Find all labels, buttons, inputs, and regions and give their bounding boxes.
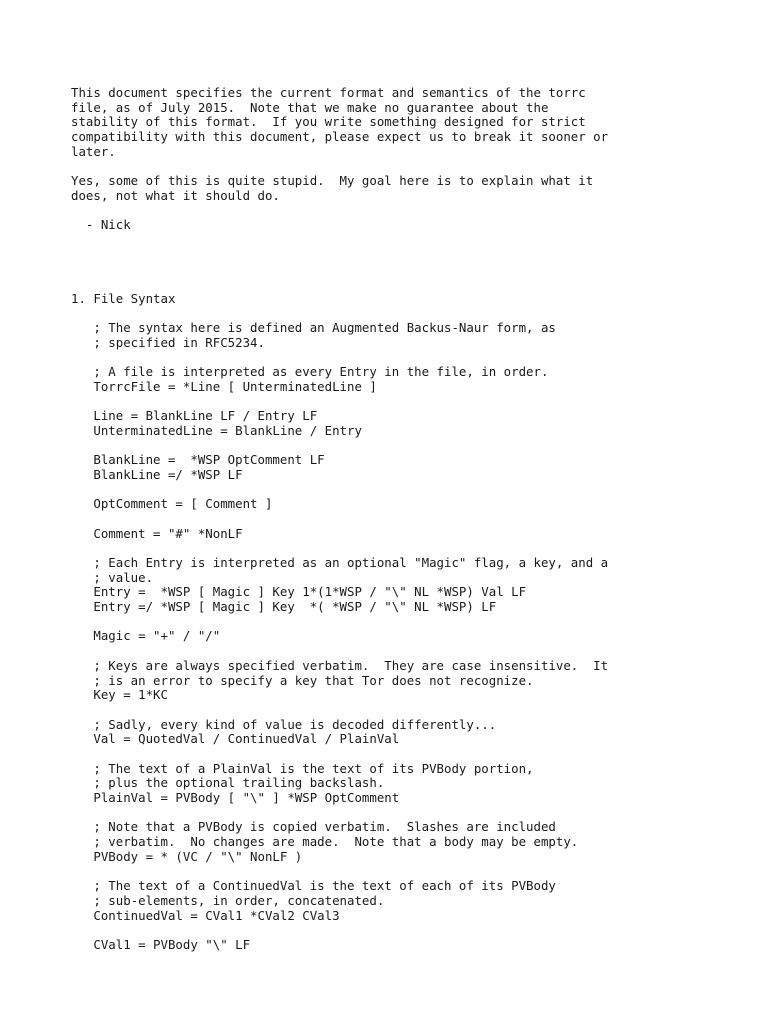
document-line <box>71 644 751 659</box>
document-line: ContinuedVal = CVal1 *CVal2 CVal3 <box>71 907 340 923</box>
document-line: ; value. <box>71 569 154 585</box>
document-line <box>71 233 751 248</box>
document-line <box>71 703 751 718</box>
document-line: BlankLine =/ *WSP LF <box>71 466 243 482</box>
document-line: ; A file is interpreted as every Entry in the file, in order. <box>71 364 549 380</box>
document-line: ; Sadly, every kind of value is decoded differently... <box>71 716 497 732</box>
document-line: file, as of July 2015. Note that we make no guarantee about the <box>71 99 549 115</box>
document-line: ; The syntax here is defined an Augmented Backus-Naur form, as <box>71 320 556 335</box>
document-line: 1. File Syntax <box>71 290 176 306</box>
document-line: Yes, some of this is quite stupid. My goal here is to explain what it <box>71 173 594 189</box>
document-line: later. <box>71 143 116 159</box>
document-line: ; is an error to specify a key that Tor does not recognize. <box>71 672 534 688</box>
document-line: Entry =/ *WSP [ Magic ] Key *( *WSP / "\" NL *WSP) LF <box>71 599 497 615</box>
document-line <box>71 277 751 292</box>
document-line: Val = QuotedVal / ContinuedVal / PlainVal <box>71 731 400 747</box>
document-line: Key = 1*KC <box>71 687 168 703</box>
document-line: OptComment = [ Comment ] <box>71 496 273 512</box>
document-line: This document specifies the current format and semantics of the torrc <box>71 85 586 100</box>
document-line: compatibility with this document, please expect us to break it sooner or <box>71 129 609 145</box>
document-line <box>71 483 751 498</box>
document-line: Line = BlankLine LF / Entry LF <box>71 408 318 424</box>
document-line <box>71 394 751 409</box>
document-line: PlainVal = PVBody [ "\" ] *WSP OptComment <box>71 790 400 805</box>
document-line: ; sub-elements, in order, concatenated. <box>71 892 385 908</box>
document-line: CVal1 = PVBody "\" LF <box>71 936 251 952</box>
document-line <box>71 512 751 527</box>
document-line <box>71 306 751 321</box>
document-line <box>71 262 751 277</box>
document-line <box>71 864 751 879</box>
document-line: ; Keys are always specified verbatim. They are case insensitive. It <box>71 657 609 673</box>
document-line: ; Each Entry is interpreted as an optional "Magic" flag, a key, and a <box>71 555 609 570</box>
document-line <box>71 248 751 263</box>
document-line: BlankLine = *WSP OptComment LF <box>71 452 325 468</box>
document-line: Entry = *WSP [ Magic ] Key 1*(1*WSP / "\" NL *WSP) Val LF <box>71 584 527 600</box>
document-line: TorrcFile = *Line [ UnterminatedLine ] <box>71 378 377 394</box>
document-line: Comment = "#" *NonLF <box>71 525 243 541</box>
document-line: ; The text of a PlainVal is the text of its PVBody portion, <box>71 760 534 776</box>
document-line <box>71 747 751 762</box>
document-line <box>71 923 751 938</box>
document-line: ; Note that a PVBody is copied verbatim. Slashes are included <box>71 819 556 835</box>
document-line <box>71 350 751 365</box>
document-line: does, not what it should do. <box>71 187 280 203</box>
document-line: ; plus the optional trailing backslash. <box>71 775 385 791</box>
document-line: UnterminatedLine = BlankLine / Entry <box>71 422 362 438</box>
document-line <box>71 615 751 630</box>
document-line <box>71 806 751 821</box>
document-line: ; The text of a ContinuedVal is the text of each of its PVBody <box>71 878 556 894</box>
document-line: Magic = "+" / "/" <box>71 628 221 644</box>
document-line <box>71 159 751 174</box>
document-line: ; verbatim. No changes are made. Note that a body may be empty. <box>71 834 579 850</box>
document-line: ; specified in RFC5234. <box>71 334 265 350</box>
document-body <box>71 86 751 953</box>
document-line: - Nick <box>71 217 131 233</box>
document-line: stability of this format. If you write something designed for strict <box>71 114 586 130</box>
document-line: PVBody = * (VC / "\" NonLF ) <box>71 848 303 864</box>
document-line <box>71 439 751 454</box>
document-line <box>71 204 751 219</box>
document-line <box>71 541 751 556</box>
